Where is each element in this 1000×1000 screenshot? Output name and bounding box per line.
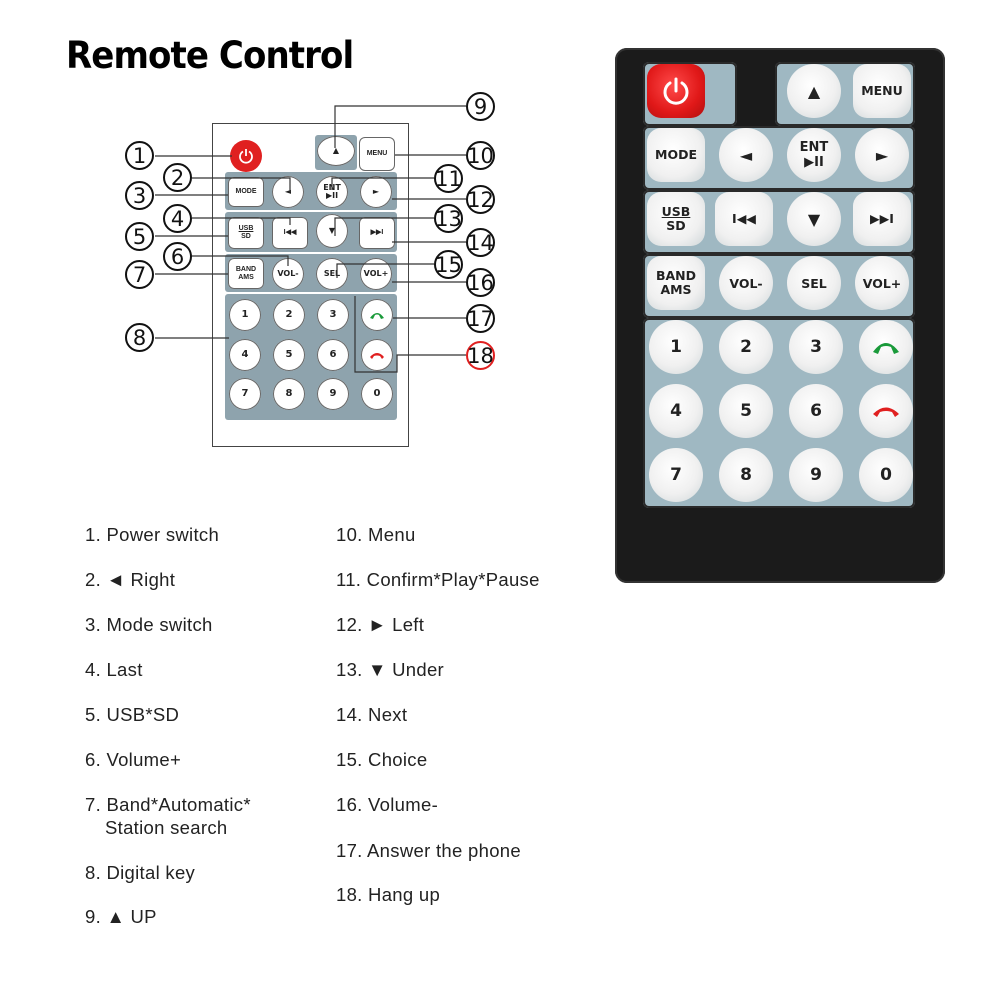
mode-label: MODE: [655, 147, 697, 162]
left-arrow-icon: ◄: [739, 145, 753, 165]
legend-item-17: 17. Answer the phone: [336, 840, 521, 861]
photo-answer-button[interactable]: [859, 320, 913, 374]
callout-12: 12: [466, 185, 495, 214]
digit-label: 2: [285, 309, 293, 320]
photo-sel-button[interactable]: [787, 256, 841, 310]
photo-next-button[interactable]: [853, 192, 911, 246]
left-arrow-icon: ◄: [284, 187, 292, 196]
digit-label: 9: [329, 388, 337, 399]
photo-usb-sd-button[interactable]: [647, 192, 705, 246]
next-icon: ▶▶I: [870, 211, 894, 226]
ent-label: ENT: [799, 140, 829, 155]
photo-prev-button[interactable]: [715, 192, 773, 246]
legend-item-8: 8. Digital key: [85, 862, 196, 883]
mode-label: MODE: [235, 188, 257, 195]
digit-label: 3: [810, 337, 822, 357]
digit-label: 6: [810, 401, 822, 421]
sel-label: SEL: [801, 275, 827, 291]
legend-item-16: 16. Volume-: [336, 794, 439, 815]
digit-label: 3: [329, 309, 337, 320]
digit-label: 6: [329, 349, 337, 360]
digit-label: 7: [241, 388, 249, 399]
photo-digit-6[interactable]: [789, 384, 843, 438]
photo-digit-1[interactable]: [649, 320, 703, 374]
sd-label: SD: [666, 218, 686, 233]
digit-label: 4: [241, 349, 249, 360]
photo-band-ams-button[interactable]: [647, 256, 705, 310]
photo-digit-0[interactable]: [859, 448, 913, 502]
legend-item-13: 13. ▼ Under: [336, 659, 444, 680]
callout-5: 5: [125, 222, 154, 251]
photo-digit-8[interactable]: [719, 448, 773, 502]
digit-label: 4: [670, 401, 682, 421]
photo-down-button[interactable]: [787, 192, 841, 246]
digit-label: 1: [670, 337, 682, 357]
previous-icon: I◀◀: [283, 229, 297, 236]
photo-power-button[interactable]: [647, 64, 705, 118]
down-arrow-icon: ▼: [807, 209, 821, 229]
digit-label: 5: [740, 401, 752, 421]
play-pause-icon: ▶II: [804, 155, 824, 170]
callout-15: 15: [434, 250, 463, 279]
digit-label: 0: [373, 388, 381, 399]
page-title: Remote Control: [66, 34, 354, 77]
legend-item-7-cont: Station search: [105, 817, 228, 838]
legend-item-3: 3. Mode switch: [85, 614, 213, 635]
digit-label: 1: [241, 309, 249, 320]
sd-label: SD: [241, 233, 251, 240]
sel-label: SEL: [323, 269, 341, 278]
callout-8: 8: [125, 323, 154, 352]
legend-item-9: 9. ▲ UP: [85, 906, 157, 927]
vol-minus-label: VOL-: [277, 269, 299, 278]
callout-1: 1: [125, 141, 154, 170]
legend-item-2: 2. ◄ Right: [85, 569, 176, 590]
right-arrow-icon: ►: [875, 145, 889, 165]
digit-label: 5: [285, 349, 293, 360]
photo-ent-button[interactable]: [787, 128, 841, 182]
callout-7: 7: [125, 260, 154, 289]
previous-icon: I◀◀: [732, 211, 756, 226]
legend-item-15: 15. Choice: [336, 749, 428, 770]
callout-18: 18: [466, 341, 495, 370]
callout-14: 14: [466, 228, 495, 257]
leader-lines: [0, 0, 600, 470]
photo-vol-plus-button[interactable]: [855, 256, 909, 310]
legend-item-12: 12. ► Left: [336, 614, 425, 635]
photo-digit-7[interactable]: [649, 448, 703, 502]
digit-label: 9: [810, 465, 822, 485]
photo-left-button[interactable]: [719, 128, 773, 182]
callout-13: 13: [434, 204, 463, 233]
play-pause-icon: ▶II: [325, 191, 339, 200]
up-arrow-icon: ▲: [332, 146, 340, 155]
callout-16: 16: [466, 268, 495, 297]
photo-digit-9[interactable]: [789, 448, 843, 502]
photo-hangup-button[interactable]: [859, 384, 913, 438]
callout-17: 17: [466, 304, 495, 333]
down-arrow-icon: ▼: [328, 226, 336, 235]
band-label: BAND: [655, 268, 697, 283]
legend-item-5: 5. USB*SD: [85, 704, 180, 725]
ams-label: AMS: [660, 282, 692, 297]
usb-label: USB: [238, 225, 254, 232]
photo-right-button[interactable]: [855, 128, 909, 182]
callout-9: 9: [466, 92, 495, 121]
callout-4: 4: [163, 204, 192, 233]
up-arrow-icon: ▲: [807, 81, 821, 101]
right-arrow-icon: ►: [372, 187, 380, 196]
photo-mode-button[interactable]: [647, 128, 705, 182]
remote-diagram: [0, 0, 600, 470]
legend-item-11: 11. Confirm*Play*Pause: [336, 569, 540, 590]
next-icon: ▶▶I: [370, 229, 384, 236]
digit-label: 7: [670, 465, 682, 485]
vol-minus-label: VOL-: [729, 275, 763, 291]
digit-label: 2: [740, 337, 752, 357]
callout-6: 6: [163, 242, 192, 271]
vol-plus-label: VOL+: [862, 275, 902, 291]
callout-11: 11: [434, 164, 463, 193]
band-label: BAND: [235, 265, 257, 273]
phone-hangup-icon: [870, 401, 902, 421]
menu-label: MENU: [366, 150, 388, 157]
legend-item-1: 1. Power switch: [85, 524, 220, 545]
photo-digit-5[interactable]: [719, 384, 773, 438]
photo-digit-2[interactable]: [719, 320, 773, 374]
photo-digit-3[interactable]: [789, 320, 843, 374]
menu-label: MENU: [861, 83, 903, 98]
photo-menu-button[interactable]: [853, 64, 911, 118]
legend-item-14: 14. Next: [336, 704, 408, 725]
phone-answer-icon: [870, 337, 902, 357]
callout-10: 10: [466, 141, 495, 170]
legend-item-18: 18. Hang up: [336, 884, 441, 905]
photo-vol-minus-button[interactable]: [719, 256, 773, 310]
callout-3: 3: [125, 181, 154, 210]
legend-item-6: 6. Volume+: [85, 749, 182, 770]
ent-label: ENT: [323, 183, 341, 192]
digit-label: 0: [880, 465, 892, 485]
photo-digit-4[interactable]: [649, 384, 703, 438]
power-icon: [661, 76, 691, 106]
legend-item-4: 4. Last: [85, 659, 143, 680]
digit-label: 8: [285, 388, 293, 399]
usb-label: USB: [661, 204, 691, 219]
callout-2: 2: [163, 163, 192, 192]
vol-plus-label: VOL+: [363, 269, 389, 278]
ams-label: AMS: [238, 273, 254, 281]
digit-label: 8: [740, 465, 752, 485]
remote-photo: [615, 48, 945, 583]
legend-item-10: 10. Menu: [336, 524, 416, 545]
legend-item-7: 7. Band*Automatic*: [85, 794, 251, 815]
photo-up-button[interactable]: [787, 64, 841, 118]
